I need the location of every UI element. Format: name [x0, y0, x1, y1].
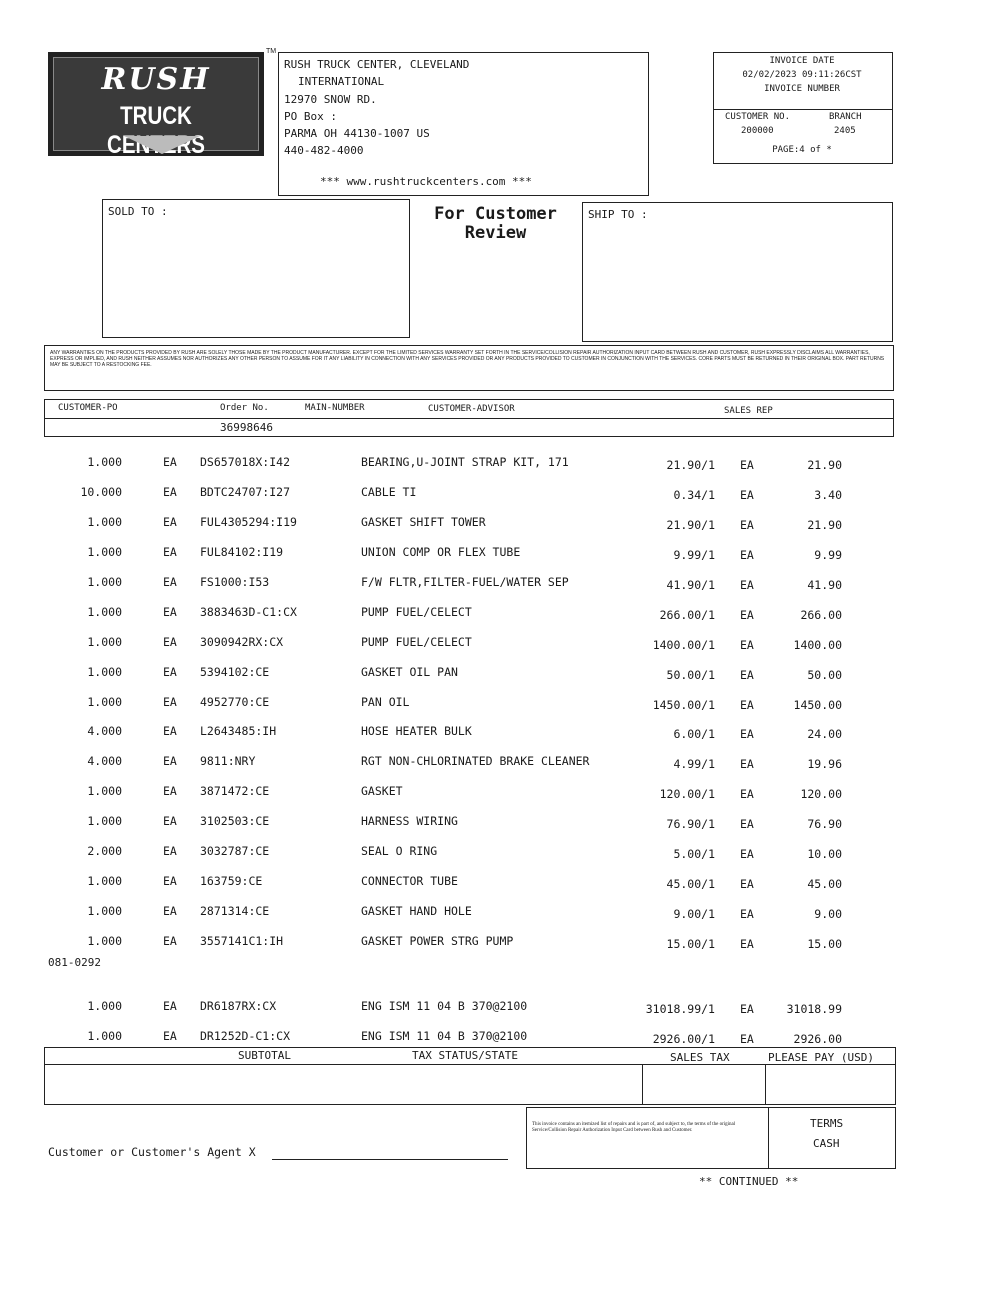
item-ext: 120.00 [800, 787, 842, 802]
item-desc: PUMP FUEL/CELECT [361, 604, 472, 619]
item-part: 2871314:CE [200, 904, 270, 919]
item-qty: 1.000 [87, 574, 122, 589]
store-website: *** www.rushtruckcenters.com *** [320, 175, 532, 188]
item-uom: EA [740, 667, 754, 682]
item-qty: 1.000 [87, 544, 122, 559]
review-stamp [418, 205, 573, 243]
divider [768, 1107, 769, 1168]
item-part: DR6187RX:CX [200, 999, 277, 1013]
item-part: L2643485:IH [200, 724, 277, 739]
item-ext: 266.00 [800, 607, 842, 622]
invoice-number-label: INVOICE NUMBER [764, 84, 840, 94]
item-price: 9.00/1 [673, 907, 715, 922]
item-qty: 1.000 [87, 999, 122, 1013]
branch-label: BRANCH [829, 112, 862, 122]
item-qty: 1.000 [87, 904, 122, 919]
please-pay-label: PLEASE PAY (USD) [768, 1051, 874, 1064]
customer-advisor-header: CUSTOMER-ADVISOR [428, 404, 515, 414]
item-uom: EA [740, 847, 754, 862]
item-desc: UNION COMP OR FLEX TUBE [361, 544, 521, 559]
item-qty: 1.000 [87, 1029, 122, 1043]
item-qty: 1.000 [87, 664, 122, 679]
item-ext: 1450.00 [793, 697, 842, 712]
item-part: 3871472:CE [200, 784, 270, 799]
item-price: 45.00/1 [666, 877, 715, 892]
item-uom: EA [740, 1032, 754, 1046]
item-price: 1450.00/1 [652, 697, 715, 712]
item-uom: EA [740, 577, 754, 592]
review-stamp-line: For Customer [434, 204, 557, 224]
item-unit: EA [163, 544, 177, 559]
item-price: 266.00/1 [659, 607, 715, 622]
item-unit: EA [163, 514, 177, 529]
item-part: DR1252D-C1:CX [200, 1029, 291, 1043]
item-price: 120.00/1 [659, 787, 715, 802]
item-unit: EA [163, 604, 177, 619]
item-desc: SEAL O RING [361, 844, 438, 859]
item-unit: EA [163, 664, 177, 679]
item-uom: EA [740, 637, 754, 652]
item-qty: 1.000 [87, 874, 122, 889]
signature-line [272, 1159, 508, 1160]
item-part: FUL4305294:I19 [200, 514, 297, 529]
signature-label: Customer or Customer's Agent X [48, 1145, 256, 1159]
invoice-date-value: 02/02/2023 09:11:26CST [742, 70, 862, 80]
store-line: INTERNATIONAL [298, 75, 385, 88]
item-unit: EA [163, 874, 177, 889]
item-uom: EA [740, 487, 754, 502]
item-uom: EA [740, 697, 754, 712]
item-uom: EA [740, 787, 754, 802]
item-ext: 50.00 [807, 667, 842, 682]
item-price: 21.90/1 [666, 458, 715, 472]
customer-po-header: CUSTOMER-PO [58, 403, 118, 413]
order-no-header: Order No. [220, 403, 269, 413]
item-unit: EA [163, 1029, 177, 1043]
item-qty: 1.000 [87, 455, 122, 469]
item-uom: EA [740, 458, 754, 472]
main-number-header: MAIN-NUMBER [305, 403, 365, 413]
item-price: 15.00/1 [666, 937, 715, 952]
store-line: PO Box : [284, 110, 337, 123]
item-desc: ENG ISM 11 04 B 370@2100 [361, 999, 528, 1013]
divider [713, 109, 892, 110]
item-part: FUL84102:I19 [200, 544, 284, 559]
item-ext: 24.00 [807, 727, 842, 742]
item-desc: RGT NON-CHLORINATED BRAKE CLEANER [361, 754, 590, 769]
item-price: 1400.00/1 [652, 637, 715, 652]
item-part: 9811:NRY [200, 754, 256, 769]
sales-rep-header: SALES REP [724, 406, 773, 416]
item-price: 6.00/1 [673, 727, 715, 742]
store-line: 440-482-4000 [284, 144, 364, 157]
item-part: 5394102:CE [200, 664, 270, 679]
item-part: 3102503:CE [200, 814, 270, 829]
item-part: BDTC24707:I27 [200, 484, 291, 499]
store-line: RUSH TRUCK CENTER, CLEVELAND [284, 58, 470, 71]
divider [44, 418, 893, 419]
logo-name: TRUCK CENTERS [107, 102, 205, 159]
item-uom: EA [740, 907, 754, 922]
item-desc: ENG ISM 11 04 B 370@2100 [361, 1029, 528, 1043]
item-unit: EA [163, 724, 177, 739]
item-part: 3883463D-C1:CX [200, 604, 297, 619]
page-indicator: PAGE:4 of * [772, 145, 832, 155]
item-qty: 1.000 [87, 604, 122, 619]
item-price: 5.00/1 [673, 847, 715, 862]
item-unit: EA [163, 904, 177, 919]
item-ext: 45.00 [807, 877, 842, 892]
terms-value: CASH [813, 1137, 840, 1150]
subtotal-label: SUBTOTAL [238, 1049, 291, 1062]
logo-brand: RUSH [101, 62, 211, 97]
item-desc: PUMP FUEL/CELECT [361, 634, 472, 649]
item-ext: 41.90 [807, 577, 842, 592]
item-part: 163759:CE [200, 874, 263, 889]
item-ext: 1400.00 [793, 637, 842, 652]
divider [642, 1064, 643, 1104]
item-unit: EA [163, 455, 177, 469]
item-qty: 1.000 [87, 514, 122, 529]
store-line: PARMA OH 44130-1007 US [284, 127, 430, 140]
item-price: 9.99/1 [673, 547, 715, 562]
item-uom: EA [740, 757, 754, 772]
customer-no-value: 200000 [741, 126, 774, 136]
item-qty: 1.000 [87, 694, 122, 709]
item-qty: 2.000 [87, 844, 122, 859]
item-unit: EA [163, 754, 177, 769]
item-ext: 15.00 [807, 937, 842, 952]
divider [44, 1064, 895, 1065]
item-qty: 1.000 [87, 934, 122, 949]
item-unit: EA [163, 814, 177, 829]
item-desc: CONNECTOR TUBE [361, 874, 458, 889]
item-part: 3557141C1:IH [200, 934, 284, 949]
invoice-date-label: INVOICE DATE [769, 56, 835, 66]
item-part: 3090942RX:CX [200, 634, 284, 649]
item-qty: 1.000 [87, 634, 122, 649]
store-line: 12970 SNOW RD. [284, 93, 377, 106]
item-unit: EA [163, 484, 177, 499]
item-unit: EA [163, 844, 177, 859]
item-part: 4952770:CE [200, 694, 270, 709]
item-qty: 10.000 [80, 484, 122, 499]
item-unit: EA [163, 999, 177, 1013]
item-ext: 76.90 [807, 817, 842, 832]
item-uom: EA [740, 517, 754, 532]
item-unit: EA [163, 934, 177, 949]
divider [765, 1064, 766, 1104]
item-desc: HOSE HEATER BULK [361, 724, 472, 739]
sold-to-box [102, 199, 410, 338]
item-ext: 9.00 [814, 907, 842, 922]
item-qty: 4.000 [87, 724, 122, 739]
continued-label: ** CONTINUED ** [699, 1175, 799, 1188]
item-ext: 19.96 [807, 757, 842, 772]
item-ext: 2926.00 [793, 1032, 842, 1046]
item-price: 41.90/1 [666, 577, 715, 592]
item-price: 4.99/1 [673, 757, 715, 772]
ship-to-box [582, 202, 893, 342]
item-part: FS1000:I53 [200, 574, 270, 589]
item-price: 2926.00/1 [652, 1032, 715, 1046]
item-uom: EA [740, 607, 754, 622]
item-unit: EA [163, 784, 177, 799]
item-uom: EA [740, 547, 754, 562]
terms-label: TERMS [810, 1117, 844, 1130]
item-price: 31018.99/1 [645, 1002, 715, 1016]
item-desc: CABLE TI [361, 484, 417, 499]
item-desc: GASKET [361, 784, 403, 799]
item-part: 3032787:CE [200, 844, 270, 859]
item-ext: 31018.99 [786, 1002, 842, 1016]
trademark: TM [266, 48, 277, 55]
sales-tax-label: SALES TAX [670, 1051, 730, 1064]
item-desc: GASKET OIL PAN [361, 664, 458, 679]
item-qty: 4.000 [87, 754, 122, 769]
item-uom: EA [740, 877, 754, 892]
item-unit: EA [163, 634, 177, 649]
sold-to-label: SOLD TO : [108, 205, 168, 218]
item-ext: 10.00 [807, 847, 842, 862]
disclaimer-text: ANY WARRANTIES ON THE PRODUCTS PROVIDED BY RUSH ARE SOLELY THOSE MADE BY THE PRODUCT MANUFACTURER. EXCEPT FOR THE LIMITED SERVICES WARRANTY SET FORTH IN THE SERVICE/COLLISION REPAIR AUTHORIZATION INPUT CARD BETWEEN RUSH AND CUSTOMER, RUSH EXPRESSLY DISCLAIMS ALL WARRANTIES, EXPRESS OR IMPLIED, AND RUSH NEITHER ASSUMES NOR AUTHORIZES ANY OTHER PERSON TO ASSUME FOR IT ANY LIABILITY IN CONNECTION WITH ANY SERVICES PROVIDED OR ANY PRODUCTS PROVIDED TO CUSTOMER IN CONJUNCTION WITH THE SERVICES. CORE PARTS MUST BE RETURNED IN THEIR ORIGINAL BOX. PART RETURNS MAY BE SUBJECT TO A RESTOCKING FEE. [50, 350, 885, 368]
item-uom: EA [740, 727, 754, 742]
rush-logo [48, 52, 264, 159]
item-uom: EA [740, 817, 754, 832]
item-price: 21.90/1 [666, 517, 715, 532]
item-desc: GASKET HAND HOLE [361, 904, 472, 919]
item-price: 76.90/1 [666, 817, 715, 832]
item-qty: 1.000 [87, 784, 122, 799]
item-ext: 9.99 [814, 547, 842, 562]
order-no-value: 36998646 [220, 421, 273, 434]
item-part: DS657018X:I42 [200, 455, 291, 469]
item-desc: BEARING,U-JOINT STRAP KIT, 171 [361, 455, 569, 469]
review-stamp-line: Review [464, 223, 527, 243]
tax-status-label: TAX STATUS/STATE [412, 1049, 518, 1062]
group-label: 081-0292 [48, 956, 101, 969]
ship-to-label: SHIP TO : [588, 208, 648, 221]
branch-value: 2405 [834, 126, 856, 136]
item-desc: HARNESS WIRING [361, 814, 458, 829]
item-price: 0.34/1 [673, 487, 715, 502]
item-desc: PAN OIL [361, 694, 410, 709]
item-ext: 3.40 [814, 487, 842, 502]
item-ext: 21.90 [807, 458, 842, 472]
item-price: 50.00/1 [666, 667, 715, 682]
notice-text: This invoice contains an itemized list of repairs and is part of, and subject to, the terms of the original Service/Collision Repair Authorization Input Card between Rush and Customer. [532, 1122, 736, 1133]
item-unit: EA [163, 574, 177, 589]
item-desc: GASKET POWER STRG PUMP [361, 934, 514, 949]
customer-no-label: CUSTOMER NO. [725, 112, 791, 122]
logo-arrow-icon [124, 136, 200, 154]
item-desc: F/W FLTR,FILTER-FUEL/WATER SEP [361, 574, 569, 589]
item-unit: EA [163, 694, 177, 709]
item-uom: EA [740, 1002, 754, 1016]
item-ext: 21.90 [807, 517, 842, 532]
item-qty: 1.000 [87, 814, 122, 829]
item-desc: GASKET SHIFT TOWER [361, 514, 486, 529]
item-uom: EA [740, 937, 754, 952]
